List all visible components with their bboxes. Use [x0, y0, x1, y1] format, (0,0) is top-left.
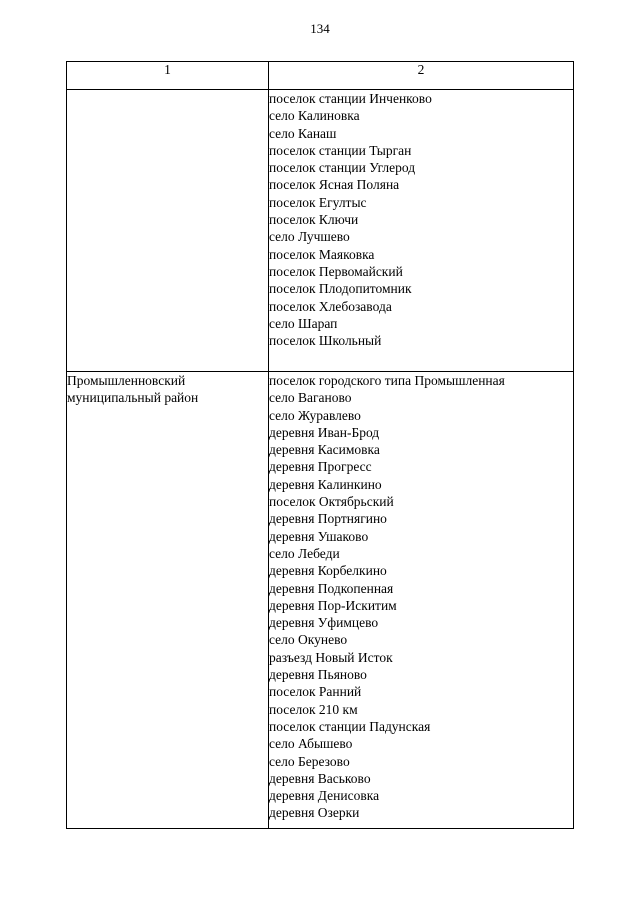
- settlement-item: поселок Плодопитомник: [269, 281, 412, 297]
- settlement-item: поселок городского типа Промышленная: [269, 373, 505, 388]
- settlement-item: поселок станции Падунская: [269, 718, 431, 734]
- settlement-item: село Ваганово: [269, 390, 352, 406]
- settlement-item: деревня Пьяново: [269, 667, 367, 683]
- settlement-item: село Канаш: [269, 125, 337, 141]
- settlement-item: поселок 210 км: [269, 701, 358, 717]
- settlement-item: поселок Хлебозавода: [269, 298, 392, 314]
- places-cell: [269, 90, 574, 372]
- settlement-item: село Журавлево: [269, 407, 361, 423]
- settlement-item: деревня Корбелкино: [269, 563, 387, 579]
- settlement-item: поселок Ключи: [269, 212, 359, 228]
- settlement-item: деревня Калинкино: [269, 476, 382, 492]
- table-row: [67, 372, 574, 829]
- column-header-1: 1: [67, 62, 269, 90]
- settlement-item: поселок станции Тырган: [269, 142, 412, 158]
- settlement-item: село Лебеди: [269, 545, 340, 561]
- settlement-item: деревня Уфимцево: [269, 615, 379, 631]
- table-row: [67, 90, 574, 372]
- settlement-item: деревня Иван-Брод: [269, 424, 380, 440]
- settlement-item: поселок станции Углерод: [269, 160, 416, 176]
- settlement-item: село Лучшево: [269, 229, 350, 245]
- settlement-item: поселок Егултыс: [269, 194, 367, 210]
- column-header-2: 2: [269, 62, 574, 90]
- settlement-item: поселок Маяковка: [269, 246, 375, 262]
- district-cell: Промышленновский муниципальный район: [67, 372, 269, 829]
- settlement-item: деревня Денисовка: [269, 788, 380, 804]
- settlement-item: деревня Ушаково: [269, 528, 369, 544]
- settlement-item: село Шарап: [269, 315, 338, 331]
- settlement-item: деревня Портнягино: [269, 511, 387, 527]
- settlement-item: разъезд Новый Исток: [269, 649, 393, 665]
- table-header-row: [67, 62, 574, 90]
- settlement-item: село Калиновка: [269, 108, 360, 124]
- settlement-item: деревня Озерки: [269, 805, 360, 821]
- settlement-item: поселок Ранний: [269, 684, 362, 700]
- settlement-item: деревня Прогресс: [269, 459, 372, 475]
- settlements-table: [66, 61, 574, 829]
- settlement-item: село Абышево: [269, 736, 353, 752]
- district-cell: [67, 90, 269, 372]
- settlement-item: поселок Первомайский: [269, 263, 403, 279]
- settlement-item: поселок станции Инченково: [269, 91, 432, 106]
- settlement-item: село Березово: [269, 753, 350, 769]
- settlement-item: село Окунево: [269, 632, 348, 648]
- settlement-item: деревня Васьково: [269, 770, 371, 786]
- settlement-item: деревня Подкопенная: [269, 580, 394, 596]
- settlement-item: деревня Касимовка: [269, 442, 380, 458]
- settlement-item: поселок Ясная Поляна: [269, 177, 400, 193]
- page-number: 134: [310, 21, 330, 36]
- places-cell: [269, 372, 574, 829]
- settlement-item: поселок Октябрьский: [269, 494, 394, 510]
- settlement-item: деревня Пор-Искитим: [269, 597, 397, 613]
- settlement-item: поселок Школьный: [269, 333, 382, 349]
